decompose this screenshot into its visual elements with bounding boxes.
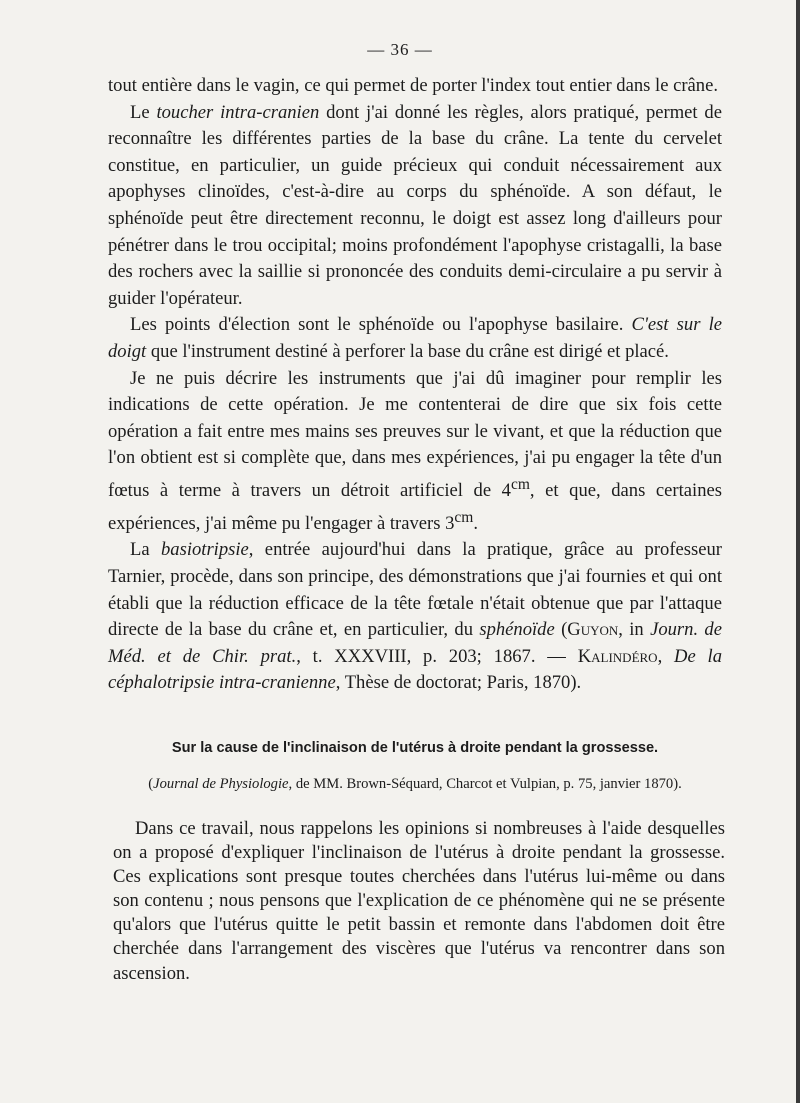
paragraph-points-election: Les points d'élection sont le sphénoïde ou l'apophyse basilaire. C'est sur le doigt que l'instrument destiné à perforer la base du crâne est dirigé et placé. <box>108 314 722 362</box>
author-kalindero: Kalindéro <box>577 645 658 667</box>
scan-edge <box>796 0 800 1103</box>
term-sphenoide: sphénoïde <box>479 619 555 641</box>
page-number: — 36 — <box>367 40 433 59</box>
emphasis-doigt: C'est sur le doigt <box>108 314 722 362</box>
term-basiotripsie: basiotripsie <box>160 539 249 561</box>
journal-reference: Journ. de Méd. et de Chir. prat. <box>108 619 722 667</box>
paragraph-toucher: Le toucher intra-cranien dont j'ai donné les règles, alors pratiqué, permet de reconnaître les différentes parties de la base du crâne. La tente du cervelet constitue, en particulier, un guide précieux qui conduit nécessairement aux apophyses clinoïdes, c'est-à-dire au corps du sphénoïde. A son défaut, le sphénoïde peut être directement reconnu, le doigt est assez long d'ailleurs pour pénétrer dans le trou occipital; moins profondément l'apophyse cristagalli, la base des rochers avec la saillie si prononcée des conduits demi-circulaire a pu servir à guider l'opérateur. <box>108 101 722 309</box>
paragraph-instruments: Je ne puis décrire les instruments que j'ai dû imaginer pour remplir les indications de cette opération. Je me contenterai de dire que six fois cette opération a fait entre mes mains ses preuves sur le vivant, et que la réduction que l'on obtient est si complète que, dans mes expériences, j'ai pu engager la tête d'un fœtus à terme à travers un détroit artificiel de $4^{cm}$, et que, dans certaines expériences, j'ai même pu l'engager à travers $3^{cm}$. <box>108 367 722 534</box>
paragraph-continuation: tout entière dans le vagin, ce qui permet de porter l'index tout entier dans le crâne. <box>108 75 718 96</box>
main-text <box>108 73 722 697</box>
paragraph-travail: Dans ce travail, nous rappelons les opinions si nombreuses à l'aide desquelles on a proposé d'expliquer l'inclinaison de l'utérus à droite pendant la grossesse. Ces explications sont presque toutes cherchées dans l'utérus lui-même ou dans son contenu ; nous pensons que l'explication de ce phénomène qui ne se présente qu'alors que l'utérus quitte le petit bassin et remonte dans l'abdomen doit être cherchée dans l'arrangement des viscères que l'utérus va rencontrer dans son ascension. <box>113 818 725 984</box>
author-guyon: Guyon <box>567 619 619 641</box>
section-source: (Journal de Physiologie, de MM. Brown-Séquard, Charcot et Vulpian, p. 75, janvier 1870). <box>148 776 682 792</box>
term-toucher: toucher intra-cranien <box>156 101 320 123</box>
source-journal: Journal de Physiologie <box>153 776 289 792</box>
section-heading: Sur la cause de l'inclinaison de l'utérus à droite pendant la grossesse. <box>171 740 659 756</box>
paragraph-basiotripsie: La basiotripsie, entrée aujourd'hui dans la pratique, grâce au professeur Tarnier, procède, dans son principe, des démonstrations que j'ai fournies et qui ont établi que la réduction efficace de la tête fœtale n'était obtenue que par l'attaque directe de la base du crâne et, en particulier, du sphénoïde (Guyon, in Journ. de Méd. et de Chir. prat., t. XXXVIII, p. 203; 1867. — Kalindéro, De la céphalotripsie intra-cranienne, Thèse de doctorat; Paris, 1870). <box>108 539 722 694</box>
section-body <box>113 817 725 986</box>
thesis-title: De la céphalotripsie intra-cranienne <box>108 645 722 694</box>
